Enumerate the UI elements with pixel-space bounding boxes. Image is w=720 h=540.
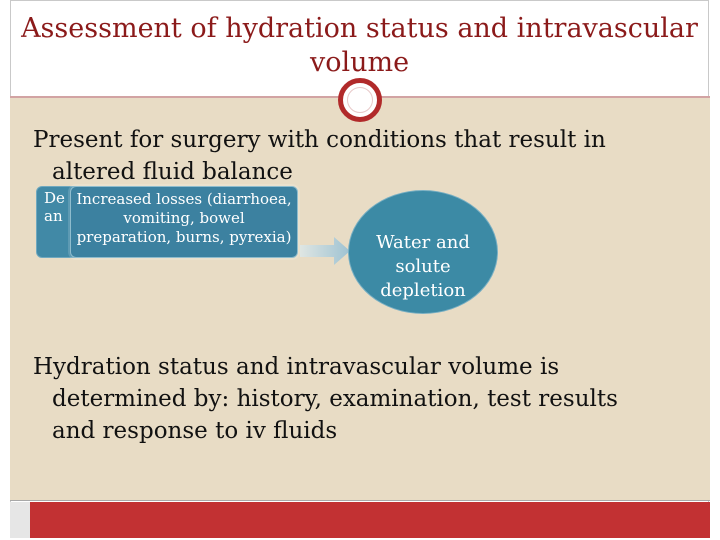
paragraph-determination	[33, 351, 683, 447]
footer-divider	[10, 500, 710, 501]
slide-title	[10, 12, 709, 80]
increased-losses-line-2: vomiting, bowel	[123, 209, 245, 227]
title-line-1: Assessment of hydration status and intravascular	[21, 13, 698, 44]
water-solute-depletion-circle	[348, 190, 498, 314]
footer-side-block	[10, 502, 30, 538]
increased-losses-line-3: preparation, burns, pyrexia)	[76, 228, 292, 246]
decreased-intake-text-2: an	[44, 207, 63, 225]
decreased-intake-text-1: De	[44, 189, 65, 207]
paragraph-conditions	[17, 124, 673, 188]
increased-losses-box	[70, 186, 298, 258]
depletion-line-2: solute	[395, 256, 451, 277]
paragraph-determination-line-1: Hydration status and intravascular volume is	[33, 354, 560, 380]
footer-bar	[10, 502, 710, 538]
paragraph-determination-line-3: and response to iv fluids	[52, 418, 338, 444]
depletion-line-1: Water and	[376, 232, 470, 253]
divider-ring-icon	[338, 78, 382, 122]
right-arrow-icon	[300, 237, 350, 265]
divider-ring-inner	[347, 87, 373, 113]
paragraph-conditions-line-2: altered fluid balance	[52, 159, 293, 185]
increased-losses-line-1: Increased losses (diarrhoea,	[76, 190, 292, 208]
depletion-line-3: depletion	[380, 280, 466, 301]
paragraph-determination-line-2: determined by: history, examination, test results	[52, 386, 618, 412]
paragraph-conditions-line-1: Present for surgery with conditions that result in	[33, 127, 606, 153]
title-line-2: volume	[309, 47, 410, 78]
